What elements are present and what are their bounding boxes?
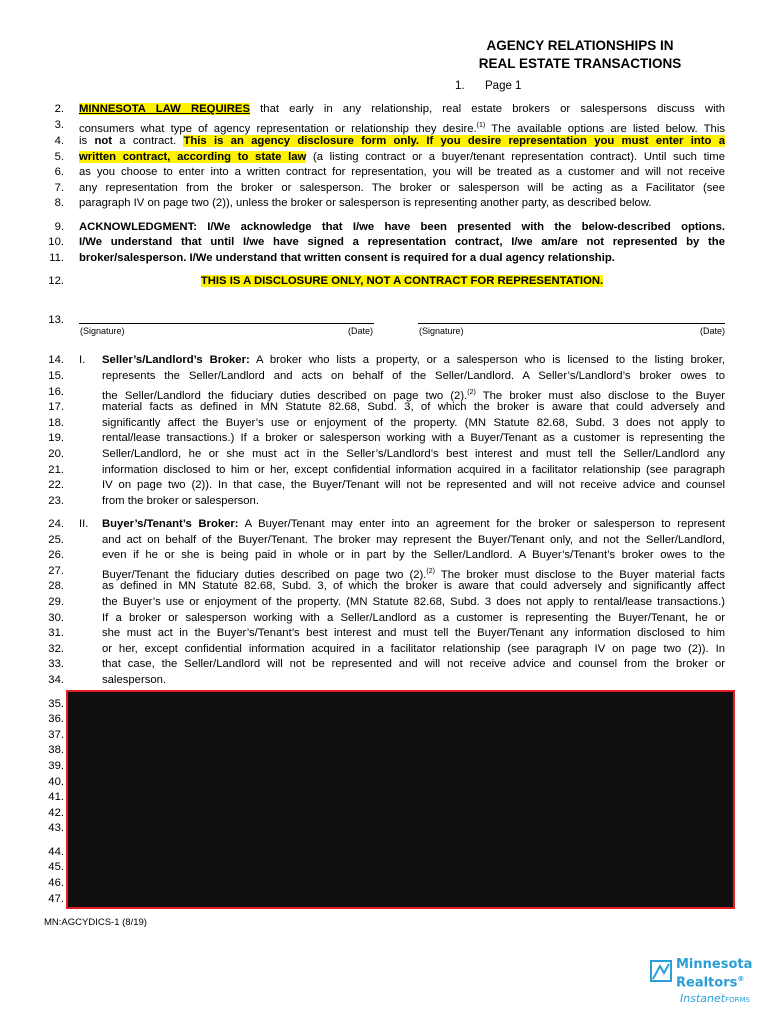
minnesota-realtors-logo: [650, 958, 754, 1008]
line-number: 40.: [48, 776, 64, 788]
text-run: information disclosed to him or her, except confidential information acquired in a facilitator relationship (see paragraph: [102, 464, 725, 476]
line-number: 12.: [48, 275, 64, 287]
logo-line-1: Minnesota: [676, 957, 753, 972]
line-number: 38.: [48, 744, 64, 756]
line-number: 10.: [48, 236, 64, 248]
line-number: 13.: [48, 314, 64, 326]
line-number: 39.: [48, 760, 64, 772]
text-run: any representation from the broker or salesperson. The broker or salesperson will be acting as a Facilitator (see: [79, 182, 725, 194]
line-text: [79, 134, 725, 150]
logo-line-2: Realtors®: [676, 975, 745, 991]
page-label: Page 1: [485, 80, 522, 92]
line-text: [79, 150, 725, 166]
line-text: [102, 400, 725, 416]
date-label-1: (Date): [348, 326, 374, 336]
line-number: 7.: [54, 182, 64, 194]
line-number: 31.: [48, 627, 64, 639]
line-number: 30.: [48, 612, 64, 624]
line-number: 24.: [48, 518, 64, 530]
line-number: 2.: [54, 103, 64, 115]
line-text: [79, 181, 725, 197]
text-run: Buyer/Tenant the fiduciary duties described on page two (2).: [102, 568, 427, 581]
line-text: [102, 369, 725, 385]
text-run: and act on behalf of the Buyer/Tenant. The broker may represent the Buyer/Tenant only, and not the Seller/Landlord,: [102, 534, 725, 546]
text-run: ACKNOWLEDGMENT: I/We acknowledge that I/we have been presented with the below-described options.: [79, 221, 725, 233]
line-text: [102, 611, 725, 627]
line-number: 11.: [49, 252, 64, 264]
logo-wordmark: [676, 958, 752, 990]
line-text: [102, 478, 725, 494]
line-number: 42.: [48, 807, 64, 819]
text-run: that case, the Seller/Landlord will not be represented and will not receive advice and counsel from the broker or: [102, 658, 725, 670]
line-number: 43.: [48, 822, 64, 834]
line-text: [102, 517, 725, 533]
text-run: salesperson.: [102, 674, 167, 686]
text-run: Buyer’s/Tenant’s Broker:: [102, 518, 239, 530]
text-run: If a broker or salesperson working with a Seller/Landlord as a customer is representing the Buyer/Tenant, he or: [102, 612, 725, 624]
text-run: I/We understand that until I/we have signed a representation contract, I/we am/are not represented by the: [79, 236, 725, 248]
line-text: [102, 673, 725, 689]
text-run: Seller’s/Landlord’s Broker:: [102, 354, 250, 366]
line-number: 25.: [48, 534, 64, 546]
line-number: 14.: [48, 354, 64, 366]
line-number: 32.: [48, 643, 64, 655]
line-number: 5.: [54, 151, 64, 163]
text-run: not: [94, 135, 113, 147]
line-number: 44.: [48, 846, 64, 858]
line-number: 4.: [54, 135, 64, 147]
text-run: consumers what type of agency representation or relationship they desire.: [79, 122, 477, 135]
line-text: [102, 579, 725, 595]
text-run: A Buyer/Tenant may enter into an agreement for the broker or salesperson to represent: [238, 518, 725, 530]
text-run: represents the Seller/Landlord and acts on behalf of the Seller/Landlord. A Seller’s/Landlord’s broker owes to: [102, 370, 725, 382]
page-indicator: [455, 80, 521, 92]
line-text: [102, 657, 725, 673]
line-number: 34.: [48, 674, 64, 686]
text-run: a contract.: [112, 135, 184, 147]
section-numeral: I.: [79, 354, 86, 366]
line-number: 47.: [48, 893, 64, 905]
house-logo-icon: [650, 960, 672, 982]
text-run: material facts as defined in MN Statute 82.68, Subd. 3, of which the broker is aware that could adversely and: [102, 401, 725, 413]
line-text: [79, 274, 725, 290]
title-line-2: REAL ESTATE TRANSACTIONS: [478, 56, 682, 71]
line-number: 29.: [48, 596, 64, 608]
line-text: [102, 353, 725, 369]
line-number: 46.: [48, 877, 64, 889]
line-number: 3.: [54, 119, 64, 131]
text-run: as defined in MN Statute 82.68, Subd. 3, of which the broker is aware that could adversely and significantly affect: [102, 580, 725, 592]
line-number: 9.: [54, 221, 64, 233]
line-text: [102, 463, 725, 479]
line-text: [102, 548, 725, 564]
line-number: 16.: [48, 386, 64, 398]
text-run: The broker must also disclose to the Buyer: [475, 389, 725, 402]
line-number: 33.: [48, 658, 64, 670]
line-number: 8.: [54, 197, 64, 209]
line-number: 6.: [54, 166, 64, 178]
line-text: [102, 431, 725, 447]
text-run: rental/lease transactions.) If a broker or salesperson working with a Buyer/Tenant as a customer is representing the: [102, 432, 725, 444]
signature-line-1[interactable]: [79, 323, 374, 324]
signature-line-2[interactable]: [418, 323, 725, 324]
line-number: 19.: [48, 432, 64, 444]
line-number: 41.: [48, 791, 64, 803]
line-number: 26.: [48, 549, 64, 561]
instanet-forms-logo: InstanetFORMS: [680, 992, 750, 1005]
line-number: 17.: [48, 401, 64, 413]
line-text: [102, 595, 725, 611]
highlighted-text: MINNESOTA LAW REQUIRES: [79, 103, 250, 115]
text-run: (1): [476, 122, 486, 129]
line-number: 36.: [48, 713, 64, 725]
text-run: even if he or she is being paid in whole or in part by the Seller/Landlord. A Buyer’s/Tenant’s broker owes to the: [102, 549, 725, 561]
line-number: 37.: [48, 729, 64, 741]
line-text: [102, 447, 725, 463]
signature-label-1: (Signature): [80, 326, 125, 336]
line-text: [79, 102, 725, 118]
text-run: broker/salesperson. I/We understand that written consent is required for a dual agency relationship.: [79, 252, 615, 264]
text-run: paragraph IV on page two (2)), unless the broker or salesperson is representing another party, as described below.: [79, 197, 652, 209]
line-text: [79, 251, 725, 267]
line-text: [102, 494, 725, 510]
text-run: (2): [426, 568, 435, 575]
text-run: IV on page two (2)). In that case, the Buyer/Tenant will not be represented and will not receive advice and counsel: [102, 479, 725, 491]
text-run: A broker who lists a property, or a salesperson who is licensed to the listing broker,: [249, 354, 725, 366]
line-number: 27.: [48, 565, 64, 577]
text-run: or her, except confidential information acquired in a facilitator relationship (see paragraph IV on page two (2)). In: [102, 643, 725, 655]
line-text: [79, 165, 725, 181]
text-run: that early in any relationship, real estate brokers or salespersons discuss with: [249, 103, 725, 115]
text-run: as you choose to enter into a written contract for representation, you will be treated as a customer and will not receive: [79, 166, 725, 178]
line-text: [102, 533, 725, 549]
line-number: 28.: [48, 580, 64, 592]
title-line-1: AGENCY RELATIONSHIPS IN: [486, 38, 674, 53]
line-number: 45.: [48, 861, 64, 873]
line-number: 23.: [48, 495, 64, 507]
form-code: MN:AGCYDICS-1 (8/19): [44, 917, 147, 928]
line-text: [102, 626, 725, 642]
date-label-2: (Date): [700, 326, 726, 336]
text-run: from the broker or salesperson.: [102, 495, 259, 507]
text-run: Seller/Landlord, he or she must act in the Seller’s/Landlord’s best interest and must tell the Seller/Landlord any: [102, 448, 725, 460]
line-text: [79, 196, 725, 212]
highlighted-text: This is an agency disclosure form only. If you desire representation you must enter into a: [183, 135, 725, 147]
line-number: 22.: [48, 479, 64, 491]
text-run: she must act in the Buyer’s/Tenant’s best interest and must tell the Buyer/Tenant any information disclosed to him: [102, 627, 725, 639]
signature-label-2: (Signature): [419, 326, 464, 336]
highlighted-text: written contract, according to state law: [79, 151, 307, 163]
line-number: 35.: [48, 698, 64, 710]
line-number: 21.: [48, 464, 64, 476]
text-run: the Seller/Landlord the fiduciary duties described on page two (2).: [102, 389, 468, 402]
section-numeral: II.: [79, 518, 89, 530]
text-run: significantly affect the Buyer’s use or enjoyment of the property. (MN Statute 82.68, Subd. 3 does not apply to: [102, 417, 725, 429]
text-run: (a listing contract or a buyer/tenant representation contract). Until such time: [306, 151, 725, 163]
redacted-block: [66, 690, 735, 909]
text-run: The available options are listed below. This: [485, 122, 725, 135]
text-run: is: [79, 135, 95, 147]
line-text: [102, 416, 725, 432]
text-run: The broker must disclose to the Buyer material facts: [434, 568, 725, 581]
line-text: [79, 235, 725, 251]
text-run: (2): [467, 389, 476, 396]
line-number: 20.: [48, 448, 64, 460]
line-text: [102, 642, 725, 658]
line-number: 18.: [48, 417, 64, 429]
line-number: 15.: [48, 370, 64, 382]
text-run: the Buyer’s use or enjoyment of the property. (MN Statute 82.68, Subd. 3 does not apply to rental/lease transactions.): [102, 596, 725, 608]
page-line-number: 1.: [455, 80, 465, 92]
highlighted-text: THIS IS A DISCLOSURE ONLY, NOT A CONTRACT FOR REPRESENTATION.: [200, 275, 604, 287]
form-title: [380, 37, 770, 73]
line-text: [79, 220, 725, 236]
